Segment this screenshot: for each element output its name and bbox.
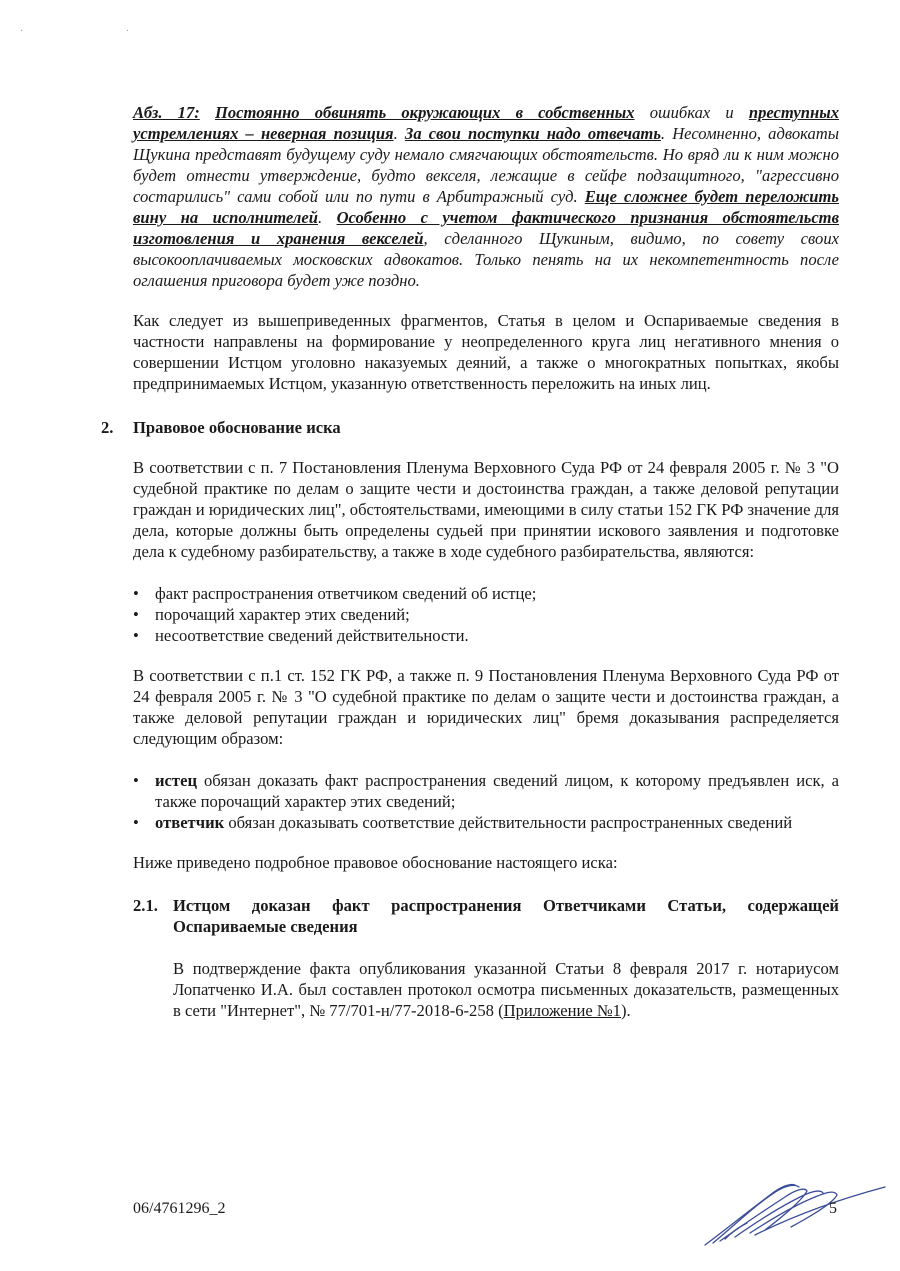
document-id: 06/4761296_2 (133, 1200, 226, 1217)
quote-emphasis: преступных устремлениях – неверная позиция (133, 103, 840, 143)
paragraph-notary-protocol: В подтверждение факта опубликования указанной Статьи 8 февраля 2017 г. нотариусом Лопатченко И.А. был составлен протокол осмотра письменных доказательств, размещенных в сети "Интернет", № 77/701-н/77-2018-6-258 (Приложение №1). (173, 959, 839, 1020)
section-heading-2-1 (133, 895, 839, 937)
bullet-icon: • (133, 584, 139, 603)
paragraph-conclusion: Как следует из вышеприведенных фрагментов, Статья в целом и Оспариваемые сведения в частности направлены на формирование у неопределенного круга лиц негативного мнения о совершении Истцом уголовно наказуемых деяний, а также о многократных попытках, якобы предпринимаемых Истцом, указанную ответственность переложить на иных лиц. (133, 311, 839, 393)
bullet-icon: • (133, 605, 139, 624)
paragraph-burden-of-proof: В соответствии с п.1 ст. 152 ГК РФ, а также п. 9 Постановления Пленума Верховного Суда РФ от 24 февраля 2005 г. № 3 "О судебной практике по делам о защите чести и достоинства граждан, а также деловой репутации граждан и юридических лиц" бремя доказывания распределяется следующим образом: (133, 666, 839, 748)
list-item: • несоответствие сведений действительности. (133, 626, 469, 645)
quote-text: ошибках и (634, 103, 749, 122)
quote-text: , сделанного Щукиным, видимо, по совету своих высокооплачиваемых московских адвокатов. Только пенять на их некомпетентность после оглашения приговора будет уже поздно. (133, 229, 839, 290)
section-heading-2 (101, 417, 839, 438)
quote-text: . (393, 124, 405, 143)
bullet-icon: • (133, 771, 139, 790)
list-item: • ответчик обязан доказывать соответствие действительности распространенных сведений (133, 813, 793, 832)
paragraph-intro-justification: Ниже приведено подробное правовое обоснование настоящего иска: (133, 853, 618, 872)
quote-emphasis: Постоянно обвинять окружающих в собственных (214, 103, 635, 122)
quote-block (133, 102, 839, 291)
section-number: 2.1. (133, 896, 158, 915)
section-title: Правовое обоснование иска (133, 418, 341, 437)
page-number: 5 (829, 1200, 837, 1217)
signature-icon (695, 1175, 890, 1250)
quote-emphasis: За свои поступки надо отвечать (404, 124, 661, 143)
bullet-icon: • (133, 813, 139, 832)
list-item: • истец обязан доказать факт распространения сведений лицом, к которому предъявлен иск, а также порочащий характер этих сведений; (133, 771, 839, 811)
bullet-icon: • (133, 626, 139, 645)
quote-text: . (318, 208, 337, 227)
quote-text (200, 103, 215, 122)
quote-emphasis: Особенно с учетом фактического признания обстоятельств изготовления и хранения векселей (133, 208, 840, 248)
appendix-link[interactable]: Приложение №1 (503, 1001, 621, 1020)
section-number: 2. (101, 418, 114, 437)
bullet-list-burden (133, 770, 839, 833)
paragraph-legal-basis: В соответствии с п. 7 Постановления Пленума Верховного Суда РФ от 24 февраля 2005 г. № 3 "О судебной практике по делам о защите чести и достоинства граждан, а также деловой репутации граждан и юридических лиц", обстоятельствами, имеющими в силу статьи 152 ГК РФ значение для дела, которые должны быть определены судьей при принятии искового заявления и подготовке дела к судебному разбирательству, а также в ходе судебного разбирательства, являются: (133, 458, 839, 561)
scan-marks: · · (20, 26, 180, 37)
quote-text: . Несомненно, адвокаты Щукина представят будущему суду немало смягчающих обстоятельств. Но вряд ли к ним можно будет отнести утверждение, будто векселя, лежащие в сейфе подзащитного, "агрессивно состарились" сами собой или по пути в Арбитражный суд. (133, 124, 839, 206)
document-body (101, 102, 840, 1021)
list-item: • порочащий характер этих сведений; (133, 605, 410, 624)
section-title: Истцом доказан факт распространения Ответчиками Статьи, содержащей Оспариваемые сведения (173, 896, 839, 936)
quote-emphasis: Абз. 17: (133, 103, 200, 122)
quote-emphasis: Еще сложнее будет переложить вину на исполнителей (133, 187, 839, 227)
bullet-list-circumstances (133, 583, 839, 646)
list-item: • факт распространения ответчиком сведений об истце; (133, 584, 537, 603)
